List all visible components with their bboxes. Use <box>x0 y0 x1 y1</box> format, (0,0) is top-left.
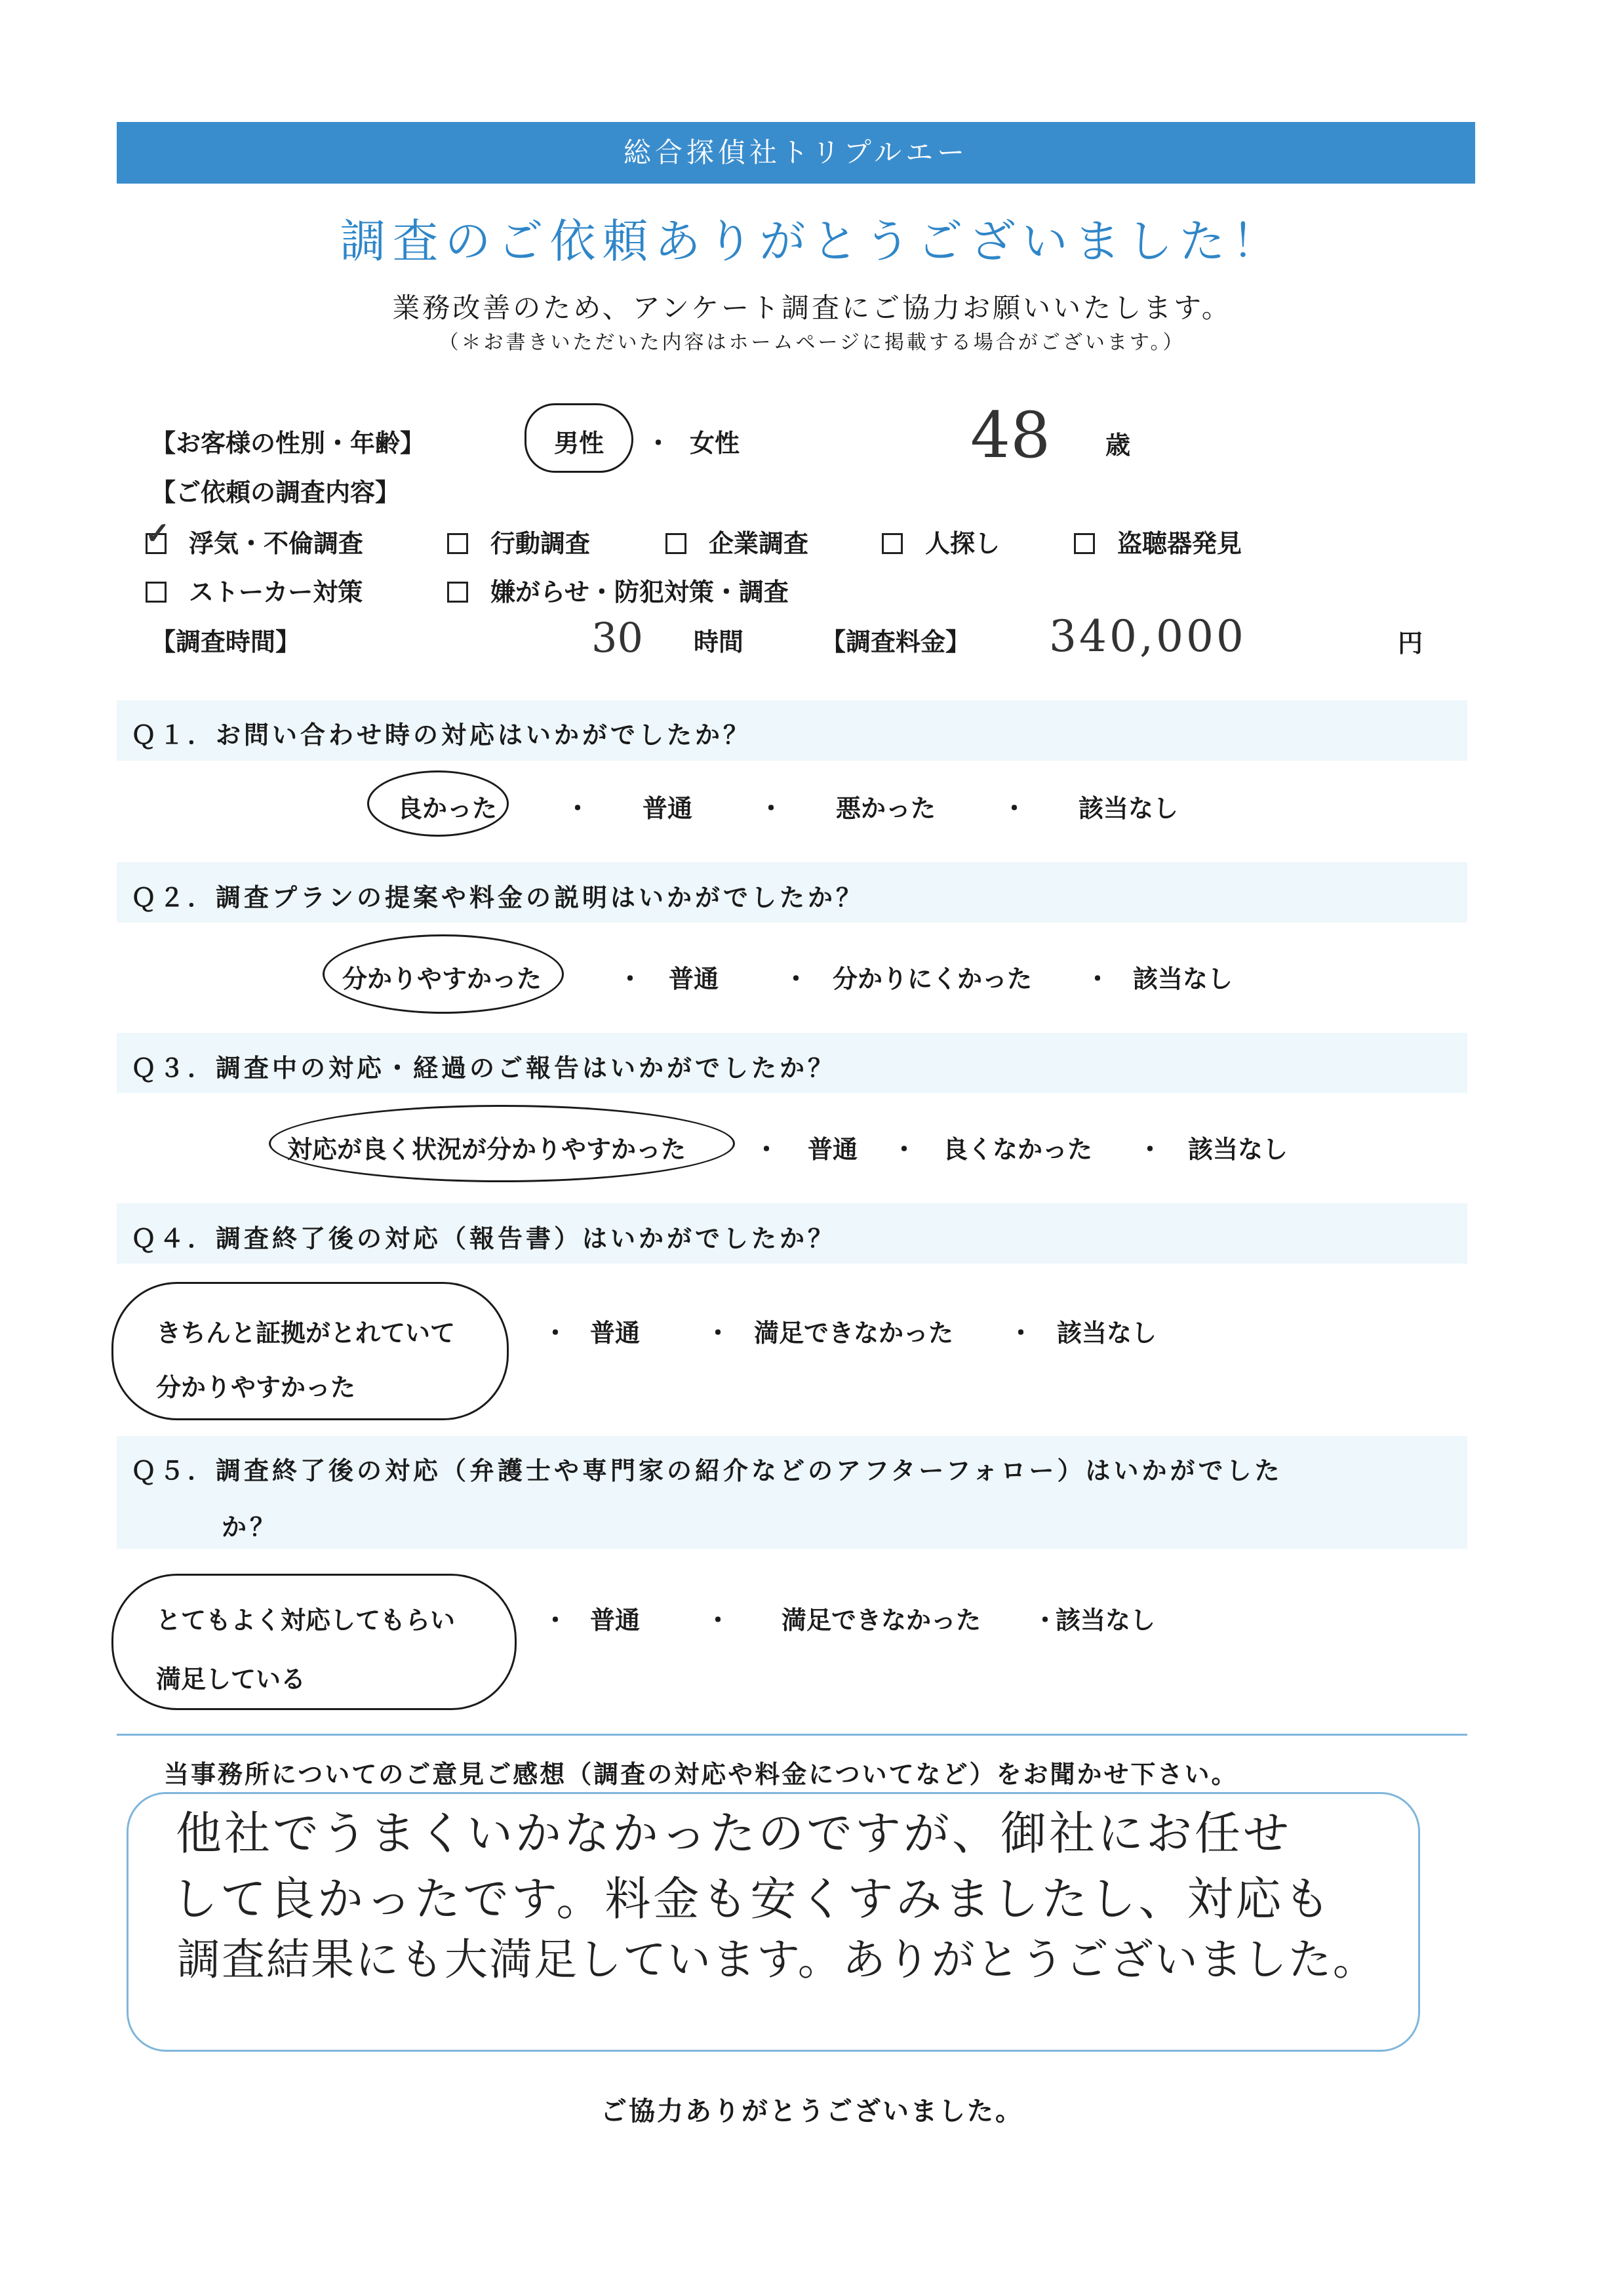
q4-option-normal[interactable]: 普通 <box>590 1319 641 1347</box>
gender-option-female[interactable]: 女性 <box>690 429 740 458</box>
separator: ・ <box>543 1606 568 1635</box>
request-type-label: 【ご依頼の調査内容】 <box>151 478 401 507</box>
request-item-person-search[interactable] <box>882 523 1000 559</box>
question-5-line-2: か？ <box>222 1513 279 1542</box>
request-item-stalker[interactable] <box>146 572 363 608</box>
investigation-time-unit: 時間 <box>694 628 744 656</box>
investigation-time-value[interactable]: 30 <box>591 614 643 662</box>
separator: ・ <box>1033 1606 1058 1635</box>
separator: ・ <box>754 1135 780 1164</box>
q4-option-line-2[interactable]: 分かりやすかった <box>156 1373 356 1402</box>
page-title: 調査のご依頼ありがとうございました！ <box>340 214 1284 268</box>
q1-option-bad[interactable]: 悪かった <box>836 794 936 823</box>
q3-option-na[interactable]: 該当なし <box>1188 1135 1288 1164</box>
separator: ・ <box>543 1319 568 1347</box>
comment-line-1: 他社でうまくいかなかったのですが、御社にお任せ <box>176 1806 1292 1860</box>
separator: ・ <box>783 965 809 993</box>
checkbox[interactable] <box>1074 533 1095 554</box>
q5-option-na[interactable]: 該当なし <box>1056 1606 1156 1635</box>
separator: ・ <box>705 1319 731 1347</box>
separator: ・ <box>705 1606 731 1635</box>
q2-option-na[interactable]: 該当なし <box>1133 965 1233 993</box>
q2-option-clear[interactable]: 分かりやすかった <box>342 965 542 993</box>
intro-text: 業務改善のため、アンケート調査にご協力お願いいたします。 <box>392 292 1232 324</box>
gender-age-label: 【お客様の性別・年齢】 <box>151 429 426 458</box>
q3-option-bad[interactable]: 良くなかった <box>943 1135 1093 1164</box>
section-divider <box>117 1734 1467 1736</box>
investigation-time-label: 【調査時間】 <box>151 628 301 656</box>
question-2: Ｑ２．調査プランの提案や料金の説明はいかがでしたか？ <box>131 883 865 912</box>
question-4: Ｑ４．調査終了後の対応（報告書）はいかがでしたか？ <box>131 1224 837 1253</box>
request-item-corporate[interactable] <box>665 523 808 559</box>
request-item-harassment[interactable] <box>447 572 789 608</box>
separator: ・ <box>565 794 591 823</box>
fee-label: 【調査料金】 <box>821 628 971 656</box>
request-item-label: 浮気・不倫調査 <box>189 529 364 558</box>
checkbox[interactable] <box>882 533 903 554</box>
q5-option-line-1[interactable]: とてもよく対応してもらい <box>156 1606 456 1635</box>
q4-option-line-1[interactable]: きちんと証拠がとれていて <box>156 1319 456 1347</box>
q3-option-normal[interactable]: 普通 <box>808 1135 858 1164</box>
q5-option-unsatisfied[interactable]: 満足できなかった <box>782 1606 981 1635</box>
q2-option-normal[interactable]: 普通 <box>669 965 719 993</box>
age-unit: 歳 <box>1105 431 1131 460</box>
separator: ・ <box>759 794 784 823</box>
request-item-label: ストーカー対策 <box>189 578 363 607</box>
q4-option-na[interactable]: 該当なし <box>1057 1319 1157 1347</box>
request-item-label: 企業調査 <box>709 529 809 558</box>
fee-unit: 円 <box>1398 629 1423 658</box>
checkbox[interactable] <box>447 582 468 603</box>
separator: ・ <box>1138 1135 1163 1164</box>
q3-option-good-clear[interactable]: 対応が良く状況が分かりやすかった <box>287 1135 686 1164</box>
q5-option-normal[interactable]: 普通 <box>590 1606 641 1635</box>
request-item-affair[interactable] <box>145 515 364 559</box>
q1-option-good[interactable]: 良かった <box>397 794 498 823</box>
request-item-label: 盗聴器発見 <box>1117 529 1242 558</box>
publication-note: （＊お書きいただいた内容はホームページに掲載する場合がございます。） <box>439 331 1185 354</box>
age-value[interactable]: 48 <box>970 399 1051 472</box>
comment-line-3: 調査結果にも大満足しています。ありがとうございました。 <box>177 1934 1377 1985</box>
separator: ・ <box>1002 794 1027 823</box>
question-5-line-1: Ｑ５．調査終了後の対応（弁護士や専門家の紹介などのアフターフォロー）はいかがでした <box>131 1456 1283 1485</box>
question-3: Ｑ３．調査中の対応・経過のご報告はいかがでしたか？ <box>131 1054 837 1083</box>
request-item-bug-detection[interactable] <box>1074 523 1242 559</box>
q5-option-line-2[interactable]: 満足している <box>156 1665 306 1694</box>
q4-option-unsatisfied[interactable]: 満足できなかった <box>754 1319 954 1347</box>
request-item-behavior[interactable] <box>447 523 590 559</box>
request-item-label: 人探し <box>925 529 1000 558</box>
separator: ・ <box>618 965 643 993</box>
comment-prompt: 当事務所についてのご意見ご感想（調査の対応や料金についてなど）をお聞かせ下さい。 <box>164 1760 1238 1789</box>
request-item-label: 嫌がらせ・防犯対策・調査 <box>490 578 789 607</box>
separator: ・ <box>1008 1319 1034 1347</box>
company-banner: 総合探偵社トリプルエー <box>117 122 1475 184</box>
q2-option-unclear[interactable]: 分かりにくかった <box>833 965 1033 993</box>
q1-option-normal[interactable]: 普通 <box>643 794 693 823</box>
comment-line-2: して良かったです。料金も安くすみましたし、対応も <box>172 1872 1333 1926</box>
separator: ・ <box>1085 965 1111 993</box>
closing-message: ご協力ありがとうございました。 <box>601 2096 1023 2126</box>
fee-value[interactable]: 340,000 <box>1049 611 1246 662</box>
checkbox[interactable] <box>145 515 170 554</box>
separator: ・ <box>892 1135 917 1164</box>
checkbox[interactable] <box>665 533 686 554</box>
checkbox[interactable] <box>146 582 167 603</box>
request-item-label: 行動調査 <box>490 529 591 558</box>
separator: ・ <box>646 429 671 458</box>
gender-option-male[interactable]: 男性 <box>554 429 604 458</box>
q1-option-na[interactable]: 該当なし <box>1079 794 1179 823</box>
checkbox[interactable] <box>447 533 468 554</box>
check-mark-icon: ✓ <box>145 515 170 551</box>
question-1: Ｑ１．お問い合わせ時の対応はいかがでしたか？ <box>131 721 752 749</box>
